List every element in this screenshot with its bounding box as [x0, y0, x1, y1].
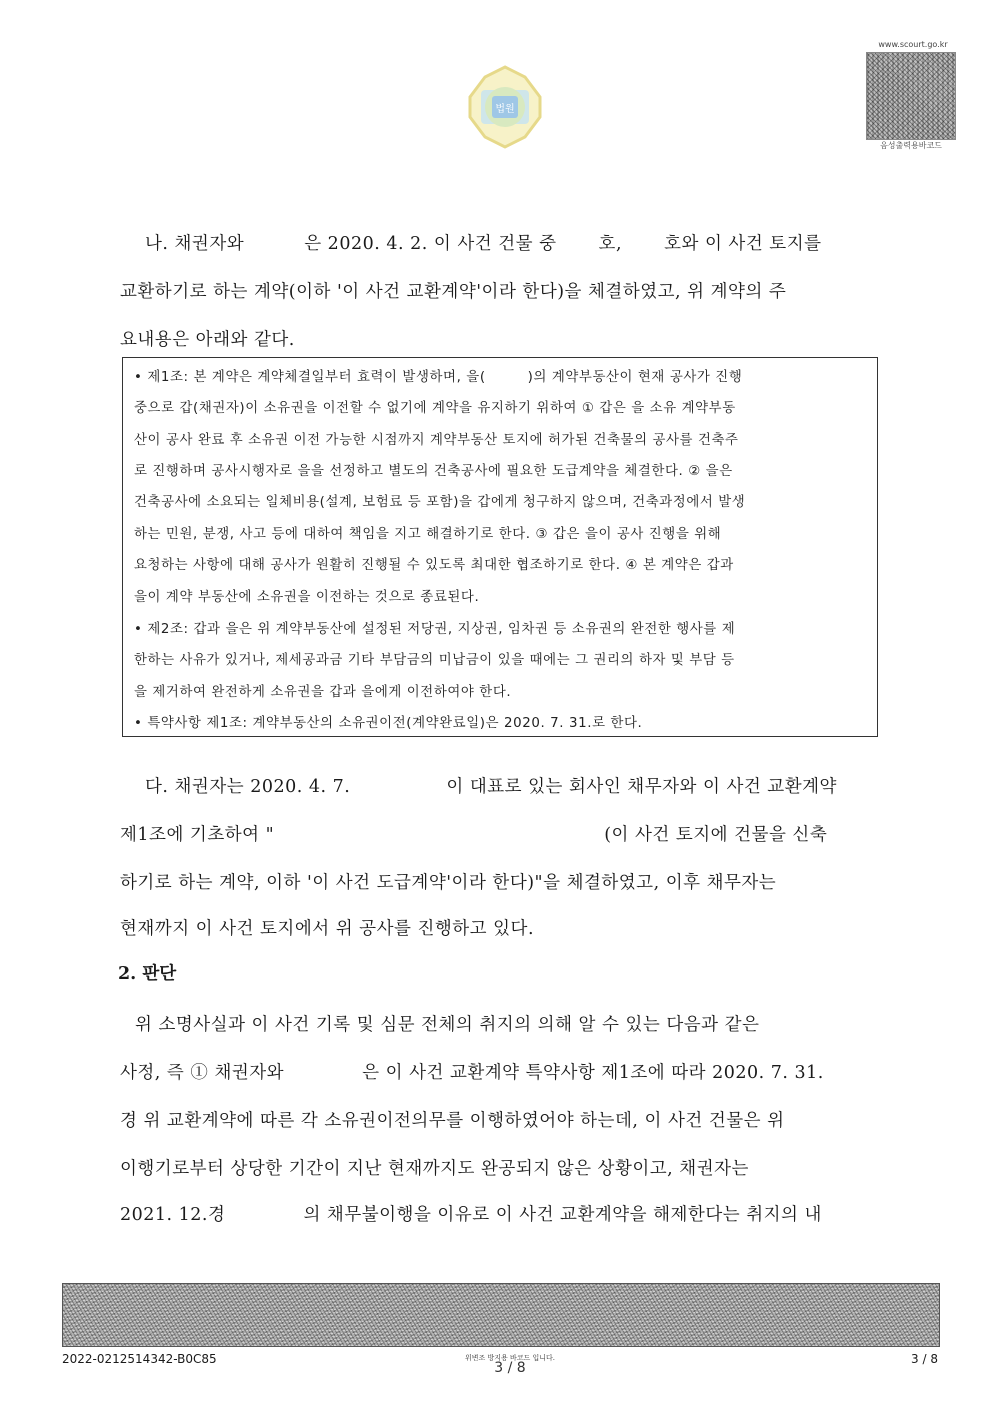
section-na-line: 요내용은 아래와 같다.: [120, 330, 295, 350]
clause-line: 건축공사에 소요되는 일체비용(설계, 보험료 등 포함)을 갑에게 청구하지 않으며, 건축과정에서 발생: [134, 495, 746, 510]
judgment-line: 위 소명사실과 이 사건 기록 및 심문 전체의 취지의 의해 알 수 있는 다음과 같은: [135, 1015, 760, 1035]
clause-line: 중으로 갑(채권자)이 소유권을 이전할 수 없기에 계약을 유지하기 위하여 ① 갑은 을 소유 계약부동: [134, 401, 736, 416]
section-na-line: 나. 채권자와 은 2020. 4. 2. 이 사건 건물 중 호, 호와 이 사건 토지를: [145, 234, 822, 254]
clause-line: 산이 공사 완료 후 소유권 이전 가능한 시점까지 계약부동산 토지에 허가된 건축물의 공사를 건축주: [134, 433, 739, 448]
qr-code-image: [866, 52, 956, 140]
section-da-line: 현재까지 이 사건 토지에서 위 공사를 진행하고 있다.: [120, 919, 535, 939]
clause-line: • 제1조: 본 계약은 계약체결일부터 효력이 발생하며, 을( )의 계약부동산이 현재 공사가 진행: [134, 370, 743, 385]
section-da-line: 제1조에 기초하여 " (이 사건 토지에 건물을 신축: [120, 825, 828, 845]
section-na-line: 교환하기로 하는 계약(이하 '이 사건 교환계약'이라 한다)을 체결하였고, 위 계약의 주: [120, 282, 787, 302]
section-da-line: 다. 채권자는 2020. 4. 7. 이 대표로 있는 회사인 채무자와 이 사건 교환계약: [145, 777, 837, 797]
clause-line: 요청하는 사항에 대해 공사가 원활히 진행될 수 있도록 최대한 협조하기로 한다. ④ 본 계약은 갑과: [134, 558, 734, 573]
page-number-center: 3 / 8: [494, 1360, 526, 1376]
clause-line: 로 진행하며 공사시행자로 을을 선정하고 별도의 건축공사에 필요한 도급계약을 체결한다. ② 을은: [134, 464, 733, 479]
clause-line: 하는 민원, 분쟁, 사고 등에 대하여 책임을 지고 해결하기로 한다. ③ 갑은 을이 공사 진행을 위해: [134, 527, 722, 542]
clause-line: • 특약사항 제1조: 계약부동산의 소유권이전(계약완료일)은 2020. 7. 31.로 한다.: [134, 716, 643, 731]
barcode-note: 위변조 방지용 바코드 입니다.: [464, 1354, 556, 1362]
judgment-line: 사정, 즉 ① 채권자와 은 이 사건 교환계약 특약사항 제1조에 따라 2020. 7. 31.: [120, 1063, 824, 1083]
page-number-right: 3 / 8: [911, 1352, 938, 1366]
qr-url: www.scourt.go.kr: [878, 40, 948, 49]
clause-line: 을이 계약 부동산에 소유권을 이전하는 것으로 종료된다.: [134, 590, 480, 605]
clause-line: 을 제거하여 완전하게 소유권을 갑과 을에게 이전하여야 한다.: [134, 685, 512, 700]
qr-caption: 음성출력용바코드: [880, 141, 942, 150]
section-da-line: 하기로 하는 계약, 이하 '이 사건 도급계약'이라 한다)"을 체결하였고, 이후 채무자는: [120, 873, 777, 893]
emblem-text: 법원: [495, 104, 515, 115]
judgment-heading: 2. 판단: [118, 964, 177, 984]
clause-line: • 제2조: 갑과 을은 위 계약부동산에 설정된 저당권, 지상권, 임차권 등 소유권의 완전한 행사를 제: [134, 622, 736, 637]
judgment-line: 2021. 12.경 의 채무불이행을 이유로 이 사건 교환계약을 해제한다는 취지의 내: [120, 1205, 822, 1225]
clause-line: 한하는 사유가 있거나, 제세공과금 기타 부담금의 미납금이 있을 때에는 그 권리의 하자 및 부담 등: [134, 653, 735, 668]
anti-forgery-barcode: [62, 1283, 940, 1347]
court-emblem: [455, 62, 555, 152]
judgment-line: 이행기로부터 상당한 기간이 지난 현재까지도 완공되지 않은 상황이고, 채권자는: [120, 1159, 749, 1179]
document-id: 2022-0212514342-B0C85: [62, 1352, 217, 1366]
judgment-line: 경 위 교환계약에 따른 각 소유권이전의무를 이행하였어야 하는데, 이 사건 건물은 위: [120, 1111, 785, 1131]
